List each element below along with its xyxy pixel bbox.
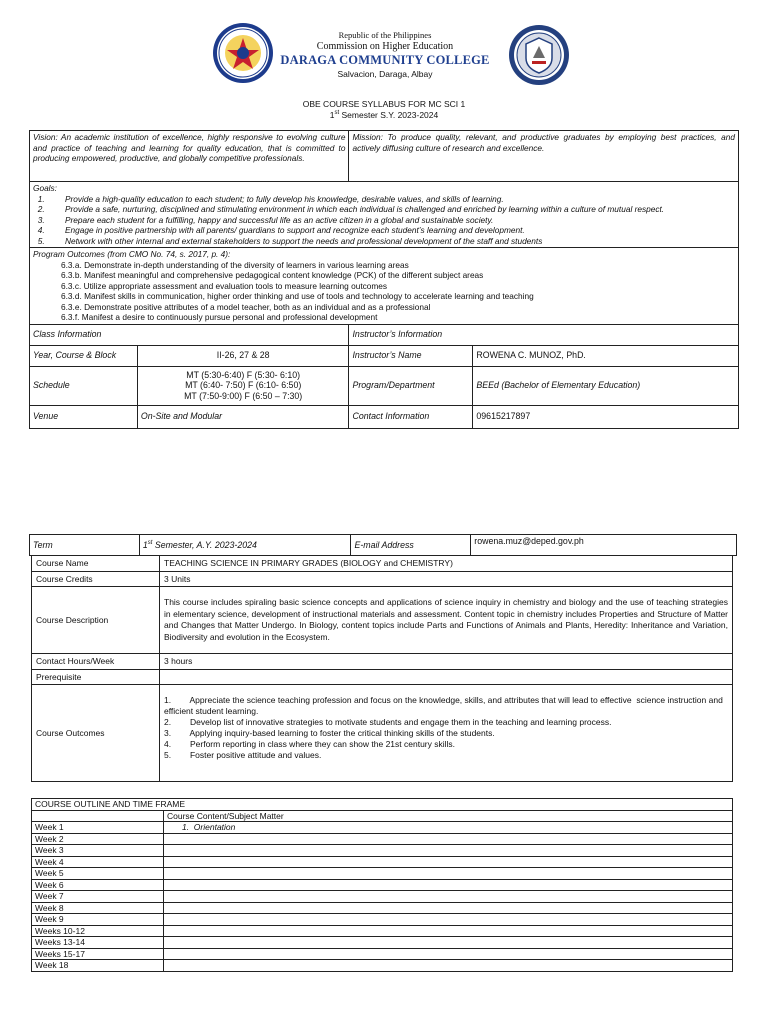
instructor-label: Instructor’s Name [349,345,473,366]
goals-cell [30,182,739,248]
outline-content [164,960,733,972]
college-name: DARAGA COMMUNITY COLLEGE [280,53,490,67]
course-credits-value: 3 Units [160,571,733,587]
instructor-value: ROWENA C. MUNOZ, PhD. [473,345,739,366]
semester-num: 1 [329,110,335,120]
contact-hours-label: Contact Hours/Week [32,654,160,670]
outline-content [164,937,733,949]
course-outcome-item: 2. Develop list of innovative strategies to motivate students and engage them in the teaching and learning process. [164,717,612,727]
outline-row [32,856,733,868]
program-label: Program/Department [349,366,473,405]
schedule-value [137,366,349,405]
email-value: rowena.muz@deped.gov.ph [471,535,737,556]
outline-row [32,914,733,926]
vision-cell: Vision: An academic institution of excellence, highly responsive to evolving culture and practice of teaching and learning for quality education, that is committed to producing empowered, productive, and globally competitive professionals. [30,131,349,182]
semester-rest: Semester S.Y. 2023-2024 [339,110,439,120]
outline-content [164,856,733,868]
outline-content [164,891,733,903]
course-outcome-item: 5. Foster positive attitude and values. [164,750,322,760]
year-value: II-26, 27 & 28 [137,345,349,366]
outline-week: Weeks 13-14 [32,937,164,949]
vmgo-table [29,130,739,429]
program-outcome-item: 6.3.c. Utilize appropriate assessment and evaluation tools to measure learning outcomes [61,280,388,291]
outline-week: Weeks 15-17 [32,948,164,960]
outline-week: Week 4 [32,856,164,868]
outline-content [164,925,733,937]
commission-line: Commission on Higher Education [316,41,454,52]
course-name-value: TEACHING SCIENCE IN PRIMARY GRADES (BIOLOGY and CHEMISTRY) [160,556,733,572]
course-outcomes-value [160,685,733,782]
outline-week: Week 2 [32,833,164,845]
outline-week: Week 5 [32,868,164,880]
program-outcomes-list [33,260,735,323]
course-table [31,555,733,782]
prerequisite-value [160,669,733,685]
outline-row [32,822,733,834]
course-outcome-item: 4. Perform reporting in class where they can show the 21st century skills. [164,739,456,749]
instructor-info-header: Instructor’s Information [349,324,739,345]
outline-row [32,925,733,937]
outline-week: Week 7 [32,891,164,903]
goals-list [33,194,735,247]
outline-week: Week 6 [32,879,164,891]
program-outcome-item: 6.3.f. Manifest a desire to continuously pursue personal and professional development [61,312,378,322]
outline-content-header: Course Content/Subject Matter [164,810,733,822]
email-label: E-mail Address [351,535,471,556]
course-description-label: Course Description [32,587,160,654]
outline-week: Week 18 [32,960,164,972]
outline-content [164,879,733,891]
program-outcome-item: 6.3.b. Manifest meaningful and comprehensive pedagogical content knowledge (PCK) of the different subject areas [61,270,484,280]
college-address: Salvacion, Daraga, Albay [337,69,433,79]
program-value: BEEd (Bachelor of Elementary Education) [473,366,739,405]
outline-content [164,914,733,926]
program-outcomes-label: Program Outcomes (from CMO No. 74, s. 2017, p. 4): [33,249,231,259]
contact-label: Contact Information [349,405,473,428]
course-outcome-item: 1. Appreciate the science teaching profession and focus on the knowledge, skills, and attributes that will lead to effective science instruction and efficient student learning. [164,695,726,716]
contact-hours-value: 3 hours [160,654,733,670]
course-description-value: This course includes spiraling basic science concepts and applications of science inquiry in chemistry and biology and the use of teaching strategies in elementary science, development of instructional materials and assessment. Content topic in chemistry includes Properties and Structure of Matter and Changes that Matter Undergo. In Biology, content topics include Parts and Functions of Animals and Plants, Heredity: Inheritance and Variation, Biodiversity and evolution in the Ecosystem. [160,587,733,654]
course-name-label: Course Name [32,556,160,572]
outline-row [32,845,733,857]
outline-week: Week 3 [32,845,164,857]
outline-content: 1. Orientation [164,822,733,834]
program-outcome-item: 6.3.d. Manifest skills in communication, higher order thinking and use of tools and technology to accelerate learning and teaching [61,291,534,301]
goal-item: 4. Engage in positive partnership with all parents/ guardians to support and recognize each student’s learning and development. [47,225,735,236]
outline-week: Weeks 10-12 [32,925,164,937]
contact-value: 09615217897 [473,405,739,428]
semester-title [0,110,768,121]
course-outcomes-label: Course Outcomes [32,685,160,782]
republic-line: Republic of the Philippines [338,30,432,40]
outline-row [32,960,733,972]
outline-content [164,845,733,857]
outline-content [164,868,733,880]
program-outcome-item: 6.3.e. Demonstrate positive attributes of a model teacher, both as an individual and as a professional [61,301,431,312]
course-outcome-item: 3. Applying inquiry-based learning to foster the critical thinking skills of the students. [164,728,495,738]
term-table [29,534,737,556]
outline-row [32,902,733,914]
outline-row [32,868,733,880]
goal-item: 3. Prepare each student for a fulfilling, happy and successful life as an active citizen in a global and sustainable society. [47,215,735,226]
outline-week-header [32,810,164,822]
term-rest: Semester, A.Y. 2023-2024 [152,539,257,550]
year-label: Year, Course & Block [30,345,138,366]
schedule-line: MT (5:30-6:40) F (5:30- 6:10) [186,369,301,380]
course-outcomes-list [164,695,728,761]
course-credits-label: Course Credits [32,571,160,587]
syllabus-title: OBE COURSE SYLLABUS FOR MC SCI 1 [302,99,466,109]
schedule-line: MT (6:40- 7:50) F (6:10- 6:50) [185,380,302,391]
schedule-label: Schedule [30,366,138,405]
term-num: 1 [142,539,148,550]
term-value [139,535,351,556]
venue-label: Venue [30,405,138,428]
program-outcome-item: 6.3.a. Demonstrate in-depth understanding of the diversity of learners in various learning areas [61,259,409,270]
term-label: Term [30,535,140,556]
term-sup: st [147,539,153,546]
outline-week: Week 9 [32,914,164,926]
outline-content [164,948,733,960]
outline-content [164,833,733,845]
outline-title: COURSE OUTLINE AND TIME FRAME [32,799,733,811]
outline-row [32,948,733,960]
outline-week: Week 1 [32,822,164,834]
goal-item: 5. Network with other internal and external stakeholders to support the needs and professional development of the staff and students [47,236,735,247]
outline-table [31,798,733,972]
schedule-line: MT (7:50-9:00) F (6:50 – 7:30) [184,390,303,401]
class-info-header: Class Information [30,324,349,345]
outline-row [32,879,733,891]
goal-item: 1. Provide a high-quality education to each student; to fully develop his knowledge, desirable values, and skills of learning. [47,194,735,205]
semester-sup: st [334,110,340,117]
mission-cell: Mission: To produce quality, relevant, and productive graduates by employing best practices, and actively diffusing culture of research and excellence. [349,131,739,182]
syllabus-titles [0,99,768,121]
outline-row [32,937,733,949]
outline-row [32,891,733,903]
outline-week: Week 8 [32,902,164,914]
letterhead [250,30,520,80]
prerequisite-label: Prerequisite [32,669,160,685]
program-outcomes-cell [30,248,739,325]
outline-content [164,902,733,914]
outline-row [32,833,733,845]
venue-value: On-Site and Modular [137,405,349,428]
goals-label: Goals: [33,183,57,193]
goal-item: 2. Provide a safe, nurturing, disciplined and stimulating environment in which each individual is challenged and enriched by learning within a culture of mutual respect. [47,204,735,215]
